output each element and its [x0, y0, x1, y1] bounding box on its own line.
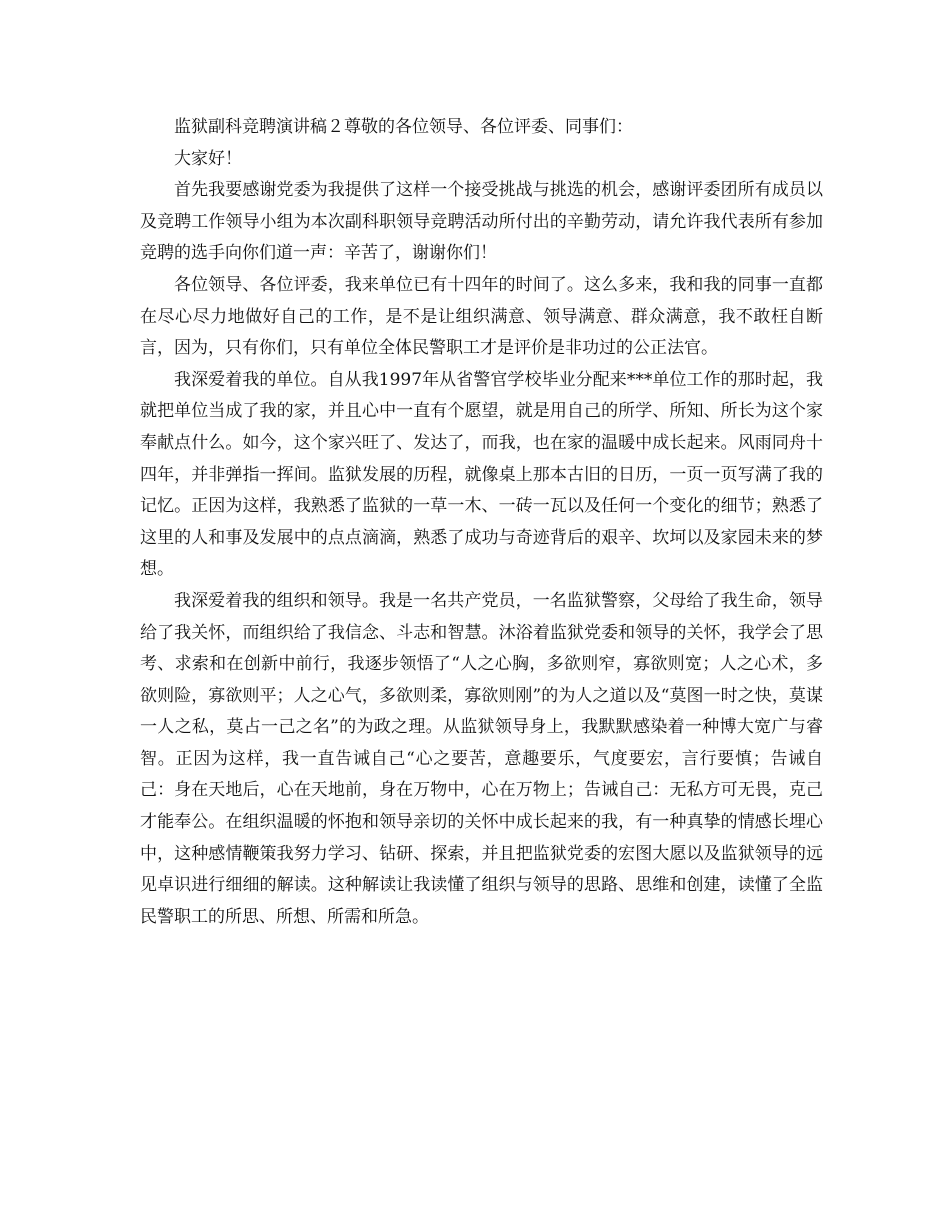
paragraph-thanks: 首先我要感谢党委为我提供了这样一个接受挑战与挑选的机会，感谢评委团所有成员以及竞聘工作领导小组为本次副科职领导竞聘活动所付出的辛勤劳动，请允许我代表所有参加竞聘的选手向你们道一声：辛苦了，谢谢你们！ — [140, 180, 823, 264]
paragraph-greeting: 大家好！ — [174, 148, 242, 169]
paragraph-love-of-organization: 我深爱着我的组织和领导。我是一名共产党员，一名监狱警察，父母给了我生命，领导给了我关怀，而组织给了我信念、斗志和智慧。沐浴着监狱党委和领导的关怀，我学会了思考、求索和在创新中前行，我逐步领悟了“人之心胸，多欲则窄，寡欲则宽；人之心术，多欲则险，寡欲则平；人之心气，多欲则柔，寡欲则刚”的为人之道以及“莫图一时之快，莫谋一人之私，莫占一己之名”的为政之理。从监狱领导身上，我默默感染着一种博大宽广与睿智。正因为这样，我一直告诫自己“心之要苦，意趣要乐，气度要宏，言行要慎；告诫自己：身在天地后，心在天地前，身在万物中，心在万物上；告诫自己：无私方可无畏，克己才能奉公。在组织温暖的怀抱和领导亲切的关怀中成长起来的我，有一种真挚的情感长埋心中，这种感情鞭策我努力学习、钻研、探索，并且把监狱党委的宏图大愿以及监狱领导的远见卓识进行细细的解读。这种解读让我读懂了组织与领导的思路、思维和创建，读懂了全监民警职工的所思、所想、所需和所急。 — [140, 590, 823, 927]
paragraph-love-of-unit: 我深爱着我的单位。自从我1997年从省警官学校毕业分配来***单位工作的那时起，我就把单位当成了我的家，并且心中一直有个愿望，就是用自己的所学、所知、所长为这个家奉献点什么。如今，这个家兴旺了、发达了，而我，也在家的温暖中成长起来。风雨同舟十四年，并非弹指一挥间。监狱发展的历程，就像桌上那本古旧的日历，一页一页写满了我的记忆。正因为这样，我熟悉了监狱的一草一木、一砖一瓦以及任何一个变化的细节；熟悉了这里的人和事及发展中的点点滴滴，熟悉了成功与奇迹背后的艰辛、坎坷以及家园未来的梦想。 — [140, 369, 823, 580]
document-body — [140, 112, 823, 933]
paragraph-title: 监狱副科竞聘演讲稿２尊敬的各位领导、各位评委、同事们： — [174, 117, 633, 137]
paragraph-years-of-service: 各位领导、各位评委，我来单位已有十四年的时间了。这么多来，我和我的同事一直都在尽心尽力地做好自己的工作，是不是让组织满意、领导满意、群众满意，我不敢枉自断言，因为，只有你们，只有单位全体民警职工才是评价是非功过的公正法官。 — [140, 274, 823, 359]
